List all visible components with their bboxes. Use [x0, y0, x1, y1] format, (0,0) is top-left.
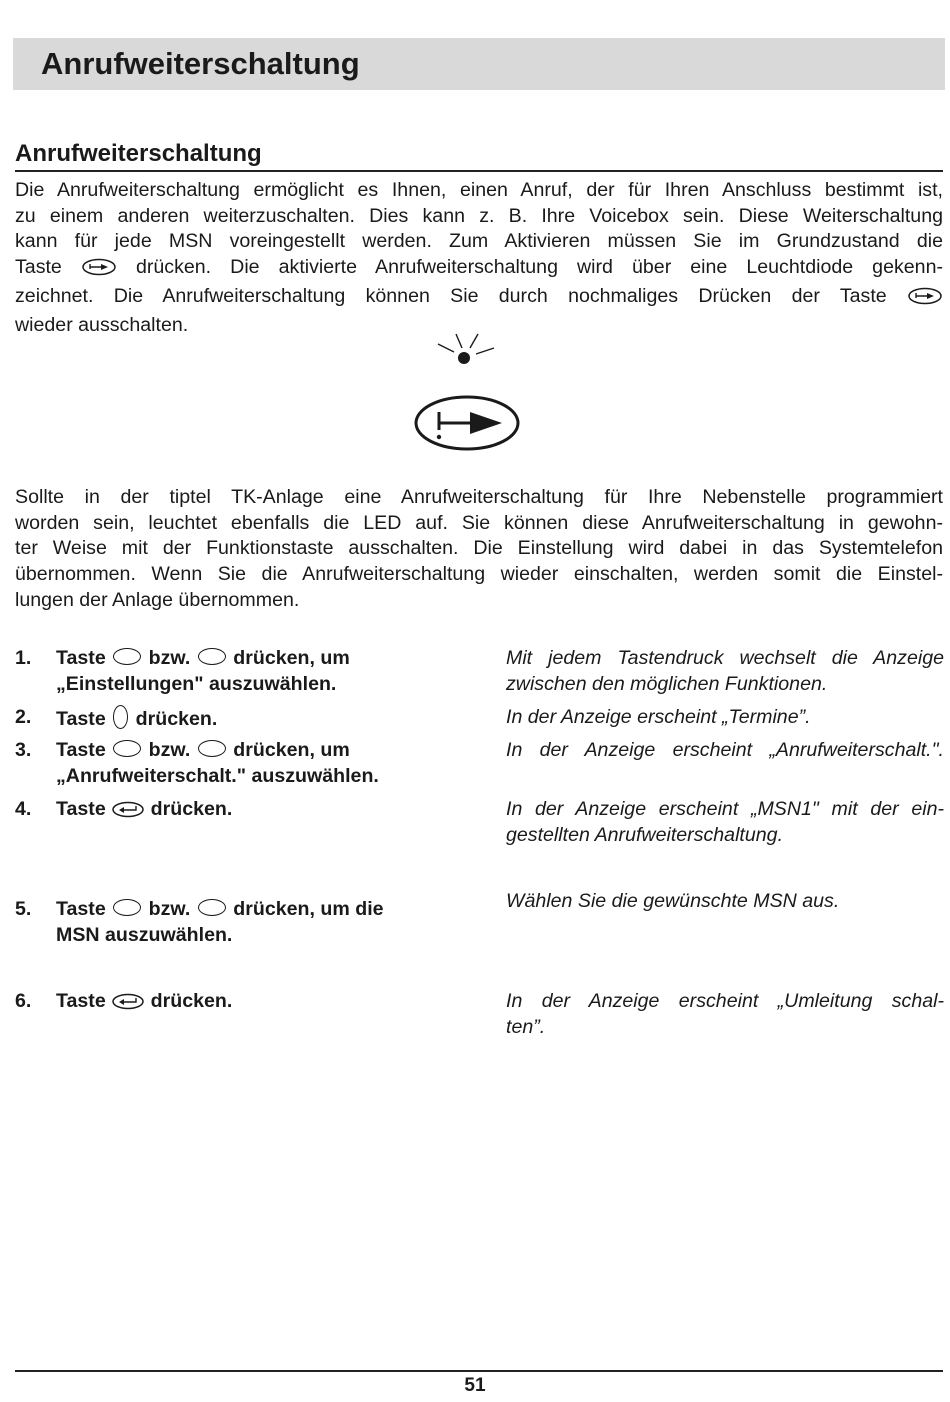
text-line: übernommen. Wenn Sie die Anrufweiterschaltung wieder einschalten, werden somit die Einstel-	[15, 563, 943, 586]
scroll-key-icon	[113, 740, 141, 757]
step-text: drücken, um	[233, 647, 350, 669]
step-text: bzw.	[148, 739, 191, 761]
note-line: Mit jedem Tastendruck wechselt die Anzeige	[506, 647, 944, 669]
step-number: 1.	[15, 647, 32, 669]
step-text: Taste	[56, 798, 106, 820]
step-text: drücken, um	[233, 739, 350, 761]
step-text: drücken.	[150, 990, 233, 1012]
step-text: Taste	[56, 990, 106, 1012]
step-note	[506, 989, 944, 1040]
step-instruction	[56, 705, 217, 733]
note-line: In der Anzeige erscheint „MSN1" mit der ein-	[506, 798, 944, 820]
text-line: lungen der Anlage übernommen.	[15, 588, 300, 611]
forward-key-led-figure	[410, 328, 525, 458]
note-line: In der Anzeige erscheint „Umleitung schal-	[506, 990, 944, 1012]
step-text: drücken, um die	[233, 898, 384, 920]
step-number: 4.	[15, 798, 32, 820]
text-segment: drücken. Die aktivierte Anrufweiterschaltung wird über eine Leuchtdiode gekenn-	[135, 256, 943, 279]
intro-paragraph	[15, 178, 943, 338]
enter-key-icon	[111, 800, 145, 826]
text-segment: Taste	[15, 256, 62, 279]
note-line: In der Anzeige erscheint „Anrufweiterschalt.".	[506, 739, 944, 761]
step-text: MSN auszuwählen.	[56, 923, 233, 946]
step-text: Taste	[56, 708, 106, 730]
text-line: ter Weise mit der Funktionstaste ausschalten. Die Einstellung wird dabei in das Systemtelefon	[15, 537, 943, 560]
text-line	[15, 284, 943, 313]
step-text: Taste	[56, 739, 106, 761]
text-line: wieder ausschalten.	[15, 313, 189, 336]
led-icon	[438, 334, 494, 364]
step-note	[506, 797, 944, 848]
enter-key-icon	[111, 992, 145, 1018]
step-note	[506, 738, 944, 764]
scroll-key-icon	[198, 648, 226, 665]
scroll-key-icon	[198, 899, 226, 916]
system-paragraph	[15, 485, 943, 614]
step-text: Taste	[56, 647, 106, 669]
text-line: Sollte in der tiptel TK-Anlage eine Anrufweiterschaltung für Ihre Nebenstelle programmiert	[15, 486, 943, 508]
text-line: worden sein, leuchtet ebenfalls die LED auf. Sie können diese Anrufweiterschaltung in gewohn-	[15, 511, 943, 534]
step-text: drücken.	[135, 708, 218, 730]
step-text: bzw.	[148, 647, 191, 669]
text-line	[15, 255, 943, 284]
forward-key-icon	[907, 287, 943, 313]
menu-key-icon	[113, 705, 128, 729]
footer-divider	[15, 1370, 943, 1372]
section-title: Anrufweiterschaltung	[15, 140, 262, 167]
note-line: ten”.	[506, 1015, 546, 1038]
section-divider	[15, 170, 943, 172]
step-text: bzw.	[148, 898, 191, 920]
text-line: zu einem anderen weiterzuschalten. Dies kann z. B. Ihre Voicebox sein. Diese Weiterschaltung	[15, 204, 943, 227]
step-number: 6.	[15, 990, 32, 1012]
step-text: Taste	[56, 898, 106, 920]
text-line: Die Anrufweiterschaltung ermöglicht es Ihnen, einen Anruf, der für Ihren Anschluss bestimmt ist,	[15, 179, 943, 201]
step-instruction	[56, 897, 384, 948]
text-line: kann für jede MSN voreingestellt werden. Zum Aktivieren müssen Sie im Grundzustand die	[15, 230, 943, 253]
step-number: 2.	[15, 706, 32, 728]
step-note	[506, 705, 944, 731]
step-note	[506, 646, 944, 697]
step-instruction	[56, 646, 350, 697]
step-number: 5.	[15, 898, 32, 920]
step-text: „Einstellungen" auszuwählen.	[56, 672, 337, 695]
step-instruction	[56, 738, 379, 789]
note-line: Wählen Sie die gewünschte MSN aus.	[506, 890, 840, 912]
forward-key-large-icon	[416, 397, 518, 449]
header-bar	[13, 38, 945, 90]
step-number: 3.	[15, 739, 32, 761]
text-segment: zeichnet. Die Anrufweiterschaltung können Sie durch nochmaliges Drücken der Taste	[15, 284, 887, 307]
forward-key-icon	[81, 258, 117, 284]
step-text: drücken.	[150, 798, 233, 820]
page-number: 51	[464, 1375, 486, 1396]
scroll-key-icon	[113, 899, 141, 916]
scroll-key-icon	[113, 648, 141, 665]
step-note	[506, 889, 944, 915]
note-line: zwischen den möglichen Funktionen.	[506, 672, 828, 695]
step-text: „Anrufweiterschalt." auszuwählen.	[56, 764, 379, 787]
step-instruction	[56, 797, 232, 826]
scroll-key-icon	[198, 740, 226, 757]
note-line: gestellten Anrufweiterschaltung.	[506, 823, 784, 846]
page-title: Anrufweiterschaltung	[41, 46, 360, 81]
note-line: In der Anzeige erscheint „Termine”.	[506, 706, 811, 728]
step-instruction	[56, 989, 232, 1018]
